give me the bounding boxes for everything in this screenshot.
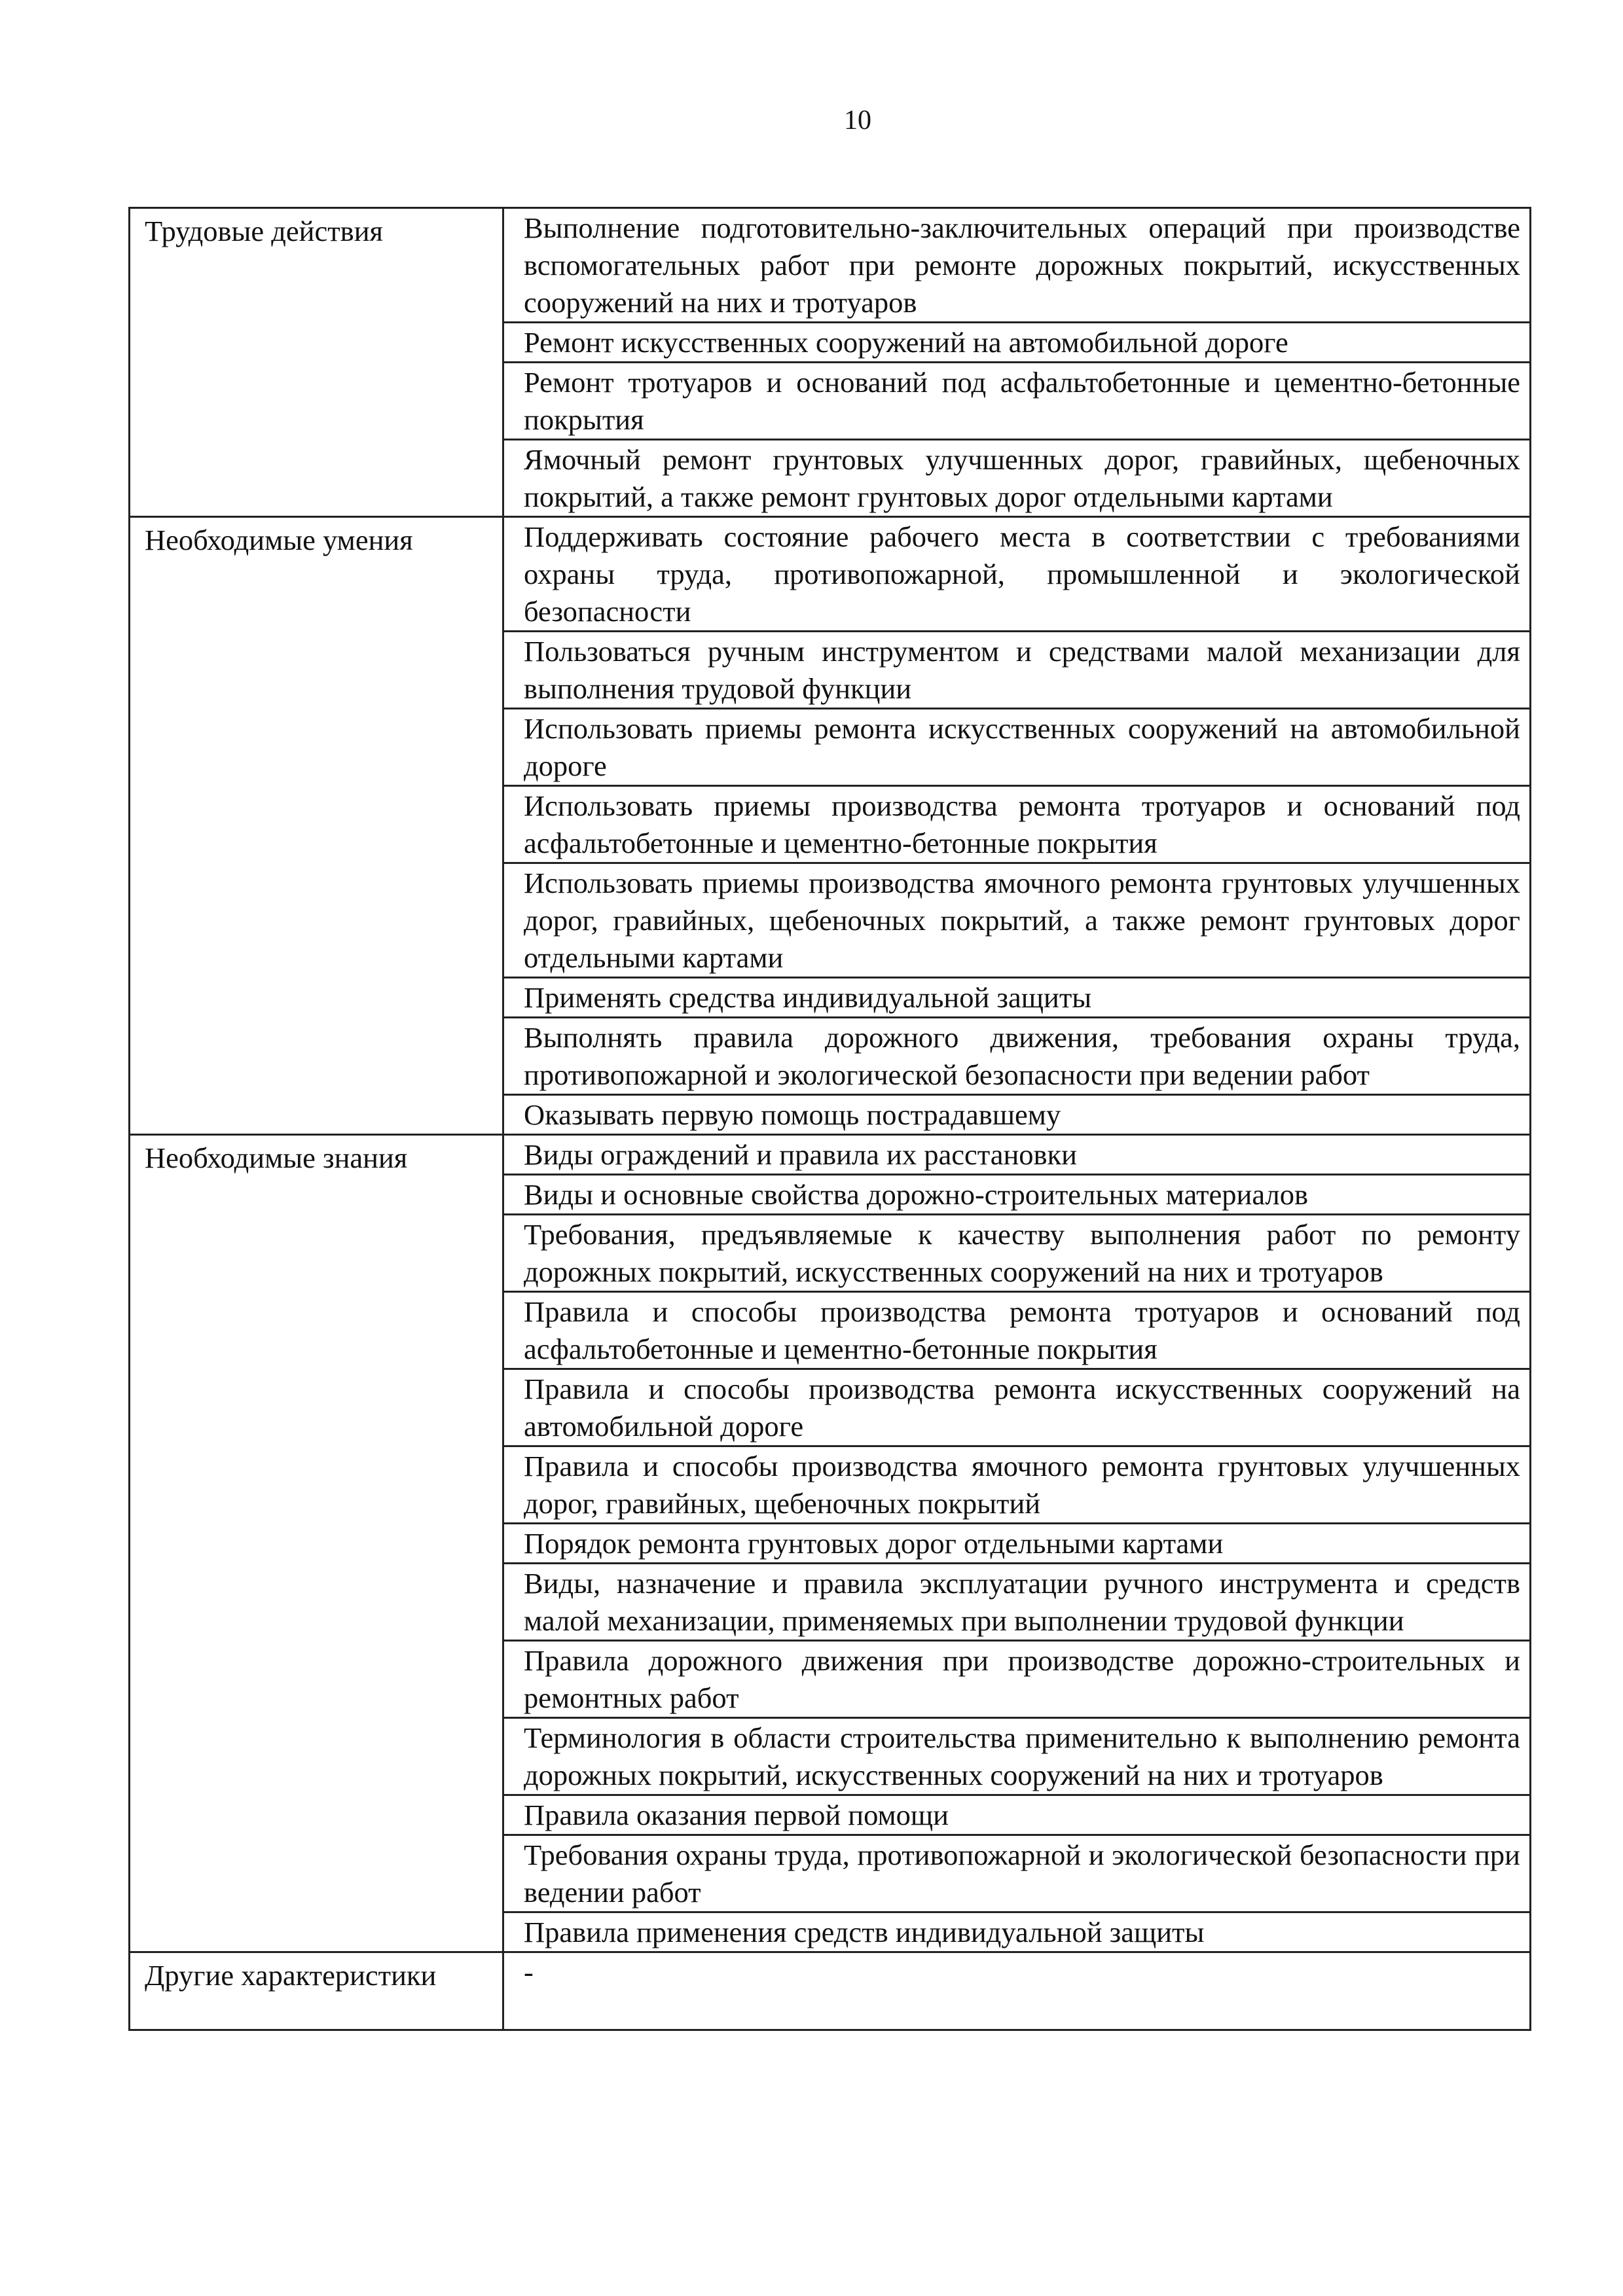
table-cell: Правила применения средств индивидуальной защиты [503, 1912, 1531, 1952]
table-row [130, 517, 1531, 632]
table-row [130, 1952, 1531, 2030]
table-cell: Ремонт тротуаров и оснований под асфальтобетонные и цементно-бетонные покрытия [503, 363, 1531, 440]
table-cell: Поддерживать состояние рабочего места в соответствии с требованиями охраны труда, противопожарной, промышленной и экологической безопасности [503, 517, 1531, 632]
table-cell: Выполнять правила дорожного движения, требования охраны труда, противопожарной и экологической безопасности при ведении работ [503, 1018, 1531, 1095]
table-cell: Правила оказания первой помощи [503, 1795, 1531, 1835]
table-row [130, 1135, 1531, 1175]
table-cell: Использовать приемы ремонта искусственных сооружений на автомобильной дороге [503, 709, 1531, 786]
section-label: Необходимые умения [130, 517, 503, 1135]
table-cell: Терминология в области строительства применительно к выполнению ремонта дорожных покрытий, искусственных сооружений на них и тротуаров [503, 1718, 1531, 1795]
table-cell: Виды ограждений и правила их расстановки [503, 1135, 1531, 1175]
section-label: Другие характеристики [130, 1952, 503, 2030]
table-cell: Виды и основные свойства дорожно-строительных материалов [503, 1175, 1531, 1215]
table-cell: Требования охраны труда, противопожарной и экологической безопасности при ведении работ [503, 1835, 1531, 1912]
table-row [130, 208, 1531, 323]
table-cell: - [503, 1952, 1531, 2030]
table-cell: Виды, назначение и правила эксплуатации ручного инструмента и средств малой механизации, применяемых при выполнении трудовой функции [503, 1564, 1531, 1641]
table-cell: Правила и способы производства ремонта тротуаров и оснований под асфальтобетонные и цементно-бетонные покрытия [503, 1292, 1531, 1369]
table-cell: Порядок ремонта грунтовых дорог отдельными картами [503, 1524, 1531, 1564]
section-label: Трудовые действия [130, 208, 503, 517]
table-cell: Выполнение подготовительно-заключительных операций при производстве вспомогательных работ при ремонте дорожных покрытий, искусственных сооружений на них и тротуаров [503, 208, 1531, 323]
table-cell: Использовать приемы производства ямочного ремонта грунтовых улучшенных дорог, гравийных, щебеночных покрытий, а также ремонт грунтовых дорог отдельными картами [503, 863, 1531, 978]
table-cell: Использовать приемы производства ремонта тротуаров и оснований под асфальтобетонные и цементно-бетонные покрытия [503, 786, 1531, 863]
page-number: 10 [844, 105, 871, 135]
table-cell: Пользоваться ручным инструментом и средствами малой механизации для выполнения трудовой функции [503, 632, 1531, 709]
table-cell: Применять средства индивидуальной защиты [503, 978, 1531, 1018]
table-cell: Оказывать первую помощь пострадавшему [503, 1095, 1531, 1135]
section-label: Необходимые знания [130, 1135, 503, 1952]
table-cell: Ямочный ремонт грунтовых улучшенных дорог, гравийных, щебеночных покрытий, а также ремонт грунтовых дорог отдельными картами [503, 440, 1531, 517]
table-cell: Правила и способы производства ремонта искусственных сооружений на автомобильной дороге [503, 1369, 1531, 1446]
table-cell: Ремонт искусственных сооружений на автомобильной дороге [503, 323, 1531, 363]
labor-function-table [128, 207, 1531, 2031]
table-cell: Правила и способы производства ямочного ремонта грунтовых улучшенных дорог, гравийных, щебеночных покрытий [503, 1446, 1531, 1524]
table-cell: Требования, предъявляемые к качеству выполнения работ по ремонту дорожных покрытий, искусственных сооружений на них и тротуаров [503, 1215, 1531, 1292]
table-cell: Правила дорожного движения при производстве дорожно-строительных и ремонтных работ [503, 1641, 1531, 1718]
